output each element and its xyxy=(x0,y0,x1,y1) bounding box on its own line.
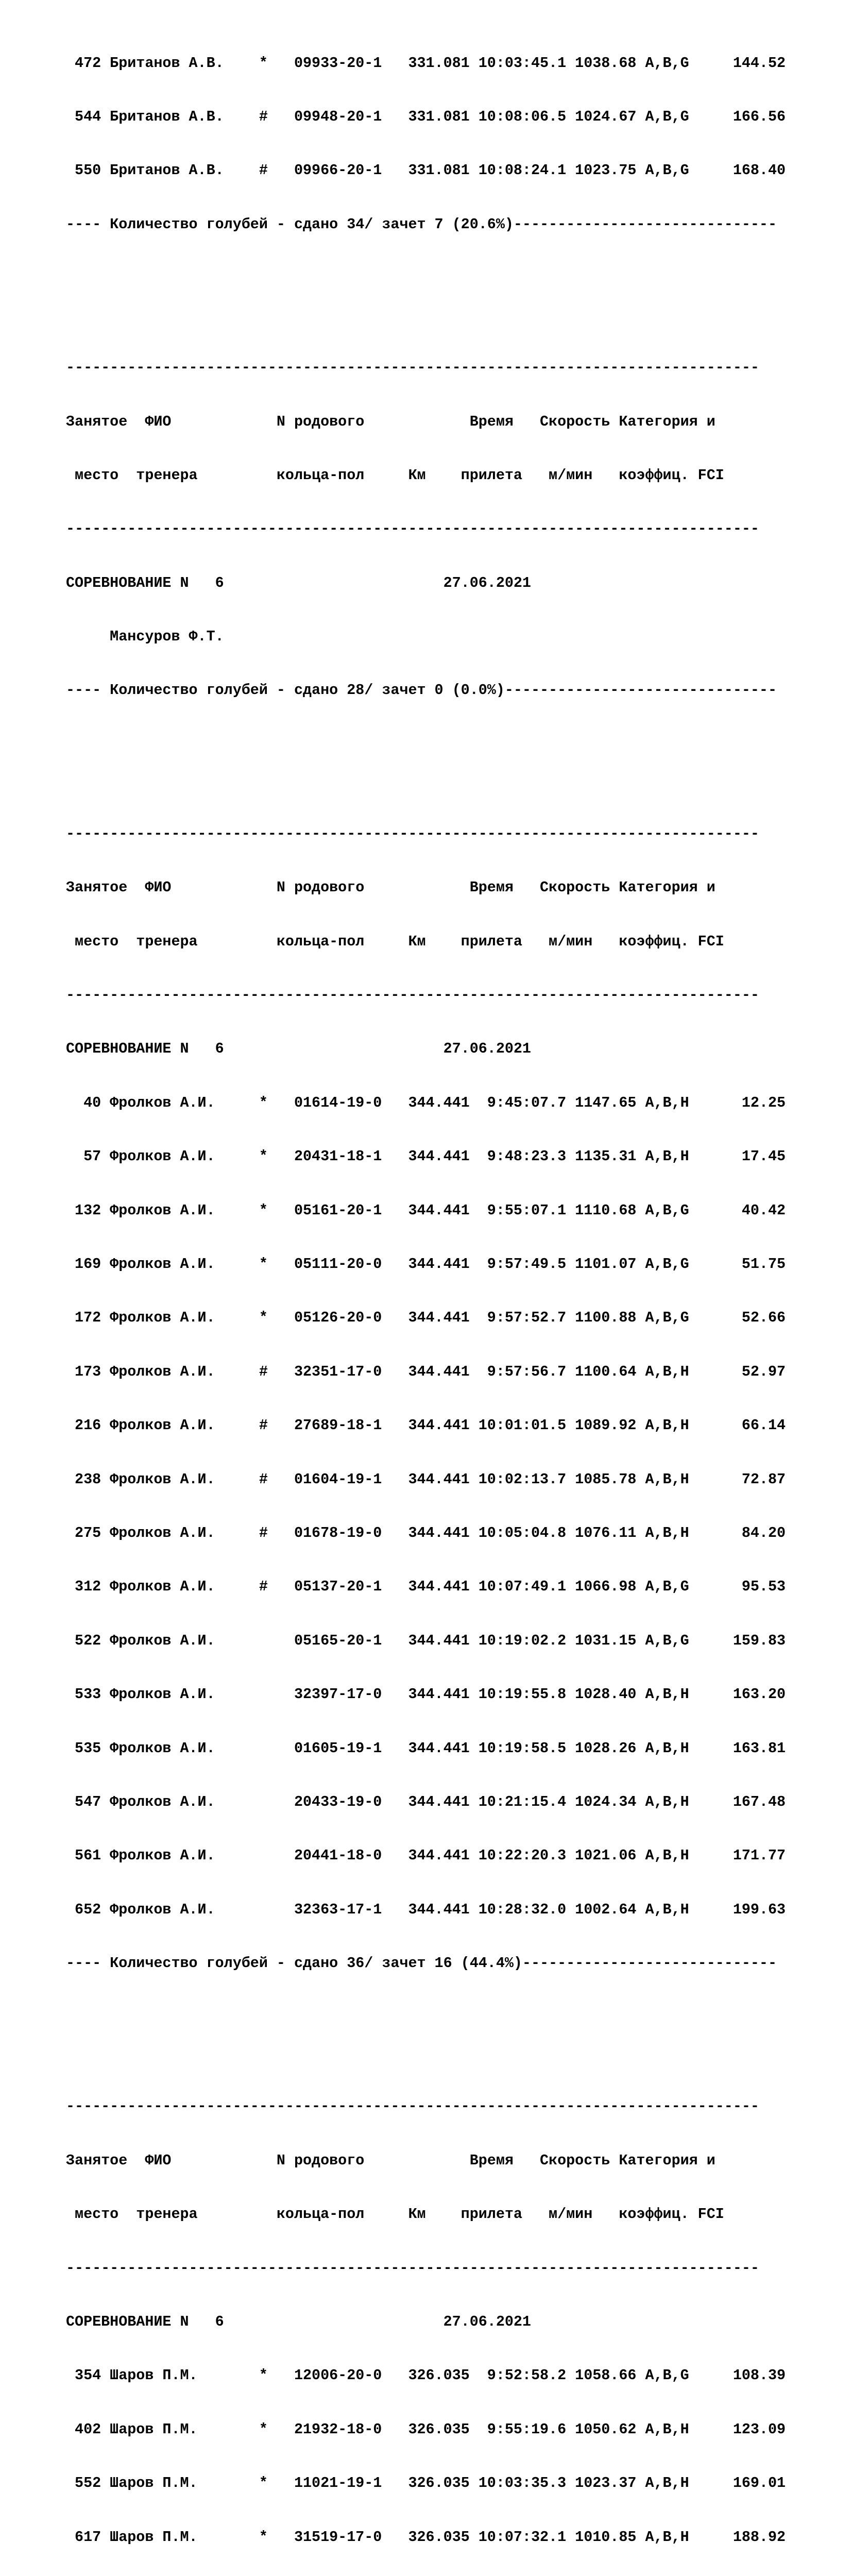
table-header-line-1: Занятое ФИО N родового Время Скорость Категория и xyxy=(66,2151,715,2169)
divider: ------------------------------------------------------------------------------- xyxy=(66,2098,759,2115)
table-header-line-2: место тренера кольца-пол Км прилета м/мин коэффиц. FCI xyxy=(66,466,724,484)
results-document xyxy=(66,19,839,2576)
section-summary: ---- Количество голубей - сдано 36/ зачет 16 (44.4%)----------------------------- xyxy=(66,1955,777,1972)
result-row: 57 Фролков А.И. * 20431-18-1 344.441 9:48:23.3 1135.31 A,B,H 17.45 xyxy=(66,1148,786,1165)
result-row: 561 Фролков А.И. 20441-18-0 344.441 10:22:20.3 1021.06 A,B,H 171.77 xyxy=(66,1847,786,1865)
divider: ------------------------------------------------------------------------------- xyxy=(66,2259,759,2277)
result-row: 312 Фролков А.И. # 05137-20-1 344.441 10:07:49.1 1066.98 A,B,G 95.53 xyxy=(66,1578,786,1596)
section-summary: ---- Количество голубей - сдано 34/ зачет 7 (20.6%)------------------------------ xyxy=(66,215,777,233)
result-row: 169 Фролков А.И. * 05111-20-0 344.441 9:57:49.5 1101.07 A,B,G 51.75 xyxy=(66,1255,786,1273)
result-row: 173 Фролков А.И. # 32351-17-0 344.441 9:57:56.7 1100.64 A,B,H 52.97 xyxy=(66,1363,786,1380)
result-row: 172 Фролков А.И. * 05126-20-0 344.441 9:57:52.7 1100.88 A,B,G 52.66 xyxy=(66,1309,786,1327)
divider: ------------------------------------------------------------------------------- xyxy=(66,825,759,842)
result-row: 547 Фролков А.И. 20433-19-0 344.441 10:21:15.4 1024.34 A,B,H 167.48 xyxy=(66,1793,786,1810)
divider: ------------------------------------------------------------------------------- xyxy=(66,520,759,538)
divider: ------------------------------------------------------------------------------- xyxy=(66,987,759,1004)
result-row: 354 Шаров П.М. * 12006-20-0 326.035 9:52:58.2 1058.66 A,B,G 108.39 xyxy=(66,2367,786,2384)
section-summary: ---- Количество голубей - сдано 28/ зачет 0 (0.0%)------------------------------- xyxy=(66,682,777,699)
competition-title: СОРЕВНОВАНИЕ N 6 27.06.2021 xyxy=(66,1040,531,1058)
table-header-line-2: место тренера кольца-пол Км прилета м/мин коэффиц. FCI xyxy=(66,2206,724,2223)
competition-title: СОРЕВНОВАНИЕ N 6 27.06.2021 xyxy=(66,574,531,591)
result-row: 238 Фролков А.И. # 01604-19-1 344.441 10:02:13.7 1085.78 A,B,H 72.87 xyxy=(66,1470,786,1488)
result-row: 544 Британов А.В. # 09948-20-1 331.081 10:08:06.5 1024.67 A,B,G 166.56 xyxy=(66,108,786,125)
result-row: 533 Фролков А.И. 32397-17-0 344.441 10:19:55.8 1028.40 A,B,H 163.20 xyxy=(66,1686,786,1703)
result-row: 472 Британов А.В. * 09933-20-1 331.081 10:03:45.1 1038.68 A,B,G 144.52 xyxy=(66,54,786,72)
competition-title: СОРЕВНОВАНИЕ N 6 27.06.2021 xyxy=(66,2313,531,2330)
result-row: 535 Фролков А.И. 01605-19-1 344.441 10:19:58.5 1028.26 A,B,H 163.81 xyxy=(66,1739,786,1757)
result-row: 40 Фролков А.И. * 01614-19-0 344.441 9:45:07.7 1147.65 A,B,H 12.25 xyxy=(66,1094,786,1111)
table-header-line-1: Занятое ФИО N родового Время Скорость Категория и xyxy=(66,879,715,896)
result-row: 402 Шаров П.М. * 21932-18-0 326.035 9:55:19.6 1050.62 A,B,H 123.09 xyxy=(66,2420,786,2438)
table-header-line-2: место тренера кольца-пол Км прилета м/мин коэффиц. FCI xyxy=(66,933,724,950)
divider: ------------------------------------------------------------------------------- xyxy=(66,359,759,377)
trainer-name: Мансуров Ф.Т. xyxy=(66,628,224,646)
result-row: 550 Британов А.В. # 09966-20-1 331.081 10:08:24.1 1023.75 A,B,G 168.40 xyxy=(66,162,786,179)
result-row: 552 Шаров П.М. * 11021-19-1 326.035 10:03:35.3 1023.37 A,B,H 169.01 xyxy=(66,2475,786,2492)
result-row: 652 Фролков А.И. 32363-17-1 344.441 10:28:32.0 1002.64 A,B,H 199.63 xyxy=(66,1901,786,1918)
result-row: 617 Шаров П.М. * 31519-17-0 326.035 10:07:32.1 1010.85 A,B,H 188.92 xyxy=(66,2528,786,2546)
result-row: 216 Фролков А.И. # 27689-18-1 344.441 10:01:01.5 1089.92 A,B,H 66.14 xyxy=(66,1417,786,1434)
table-header-line-1: Занятое ФИО N родового Время Скорость Категория и xyxy=(66,413,715,430)
result-row: 522 Фролков А.И. 05165-20-1 344.441 10:19:02.2 1031.15 A,B,G 159.83 xyxy=(66,1632,786,1649)
result-row: 275 Фролков А.И. # 01678-19-0 344.441 10:05:04.8 1076.11 A,B,H 84.20 xyxy=(66,1524,786,1541)
result-row: 132 Фролков А.И. * 05161-20-1 344.441 9:55:07.1 1110.68 A,B,G 40.42 xyxy=(66,1201,786,1219)
